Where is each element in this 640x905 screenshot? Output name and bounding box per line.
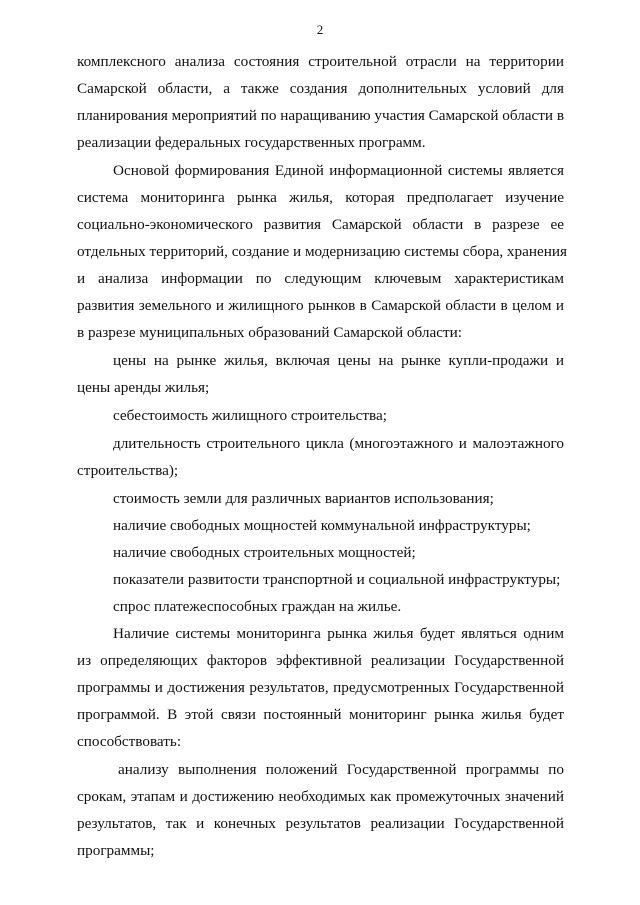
text-line: отдельных территорий, создание и модернизацию системы сбора, хранения: [77, 243, 567, 260]
text-line: планирования мероприятий по наращиванию участия Самарской области в: [77, 107, 564, 124]
text-line: из определяющих факторов эффективной реализации Государственной: [77, 652, 564, 669]
text-line: реализации федеральных государственных программ.: [77, 134, 426, 151]
text-line: и анализа информации по следующим ключевым характеристикам: [77, 270, 564, 287]
text-line: развития земельного и жилищного рынков в Самарской области в целом и: [77, 297, 564, 314]
list-item-line: наличие свободных строительных мощностей;: [113, 544, 416, 561]
list-item-line: длительность строительного цикла (многоэтажного и малоэтажного: [113, 435, 564, 452]
list-item-line: анализу выполнения положений Государственной программы по: [118, 761, 564, 778]
text-line: социально-экономического развития Самарской области в разрезе ее: [77, 216, 564, 233]
text-line: программы и достижения результатов, предусмотренных Государственной: [77, 679, 564, 696]
text-line: комплексного анализа состояния строительной отрасли на территории: [77, 53, 564, 70]
text-line: Самарской области, а также создания дополнительных условий для: [77, 80, 564, 97]
text-line: система мониторинга рынка жилья, которая предполагает изучение: [77, 189, 564, 206]
list-item-line: наличие свободных мощностей коммунальной инфраструктуры;: [113, 517, 531, 534]
page-number: 2: [316, 22, 324, 37]
text-line: в разрезе муниципальных образований Самарской области:: [77, 324, 462, 341]
list-item-line: программы;: [77, 842, 155, 859]
text-line: Наличие системы мониторинга рынка жилья будет являться одним: [113, 625, 564, 642]
text-line: Основой формирования Единой информационной системы является: [113, 162, 564, 179]
list-item-line: срокам, этапам и достижению необходимых как промежуточных значений: [77, 788, 564, 805]
list-item-line: спрос платежеспособных граждан на жилье.: [113, 598, 402, 615]
list-item-line: себестоимость жилищного строительства;: [113, 407, 387, 424]
list-item-line: цены на рынке жилья, включая цены на рынке купли-продажи и: [113, 352, 564, 369]
list-item-line: строительства);: [77, 462, 179, 479]
list-item-line: показатели развитости транспортной и социальной инфраструктуры;: [113, 571, 561, 588]
list-item-line: стоимость земли для различных вариантов использования;: [113, 490, 494, 507]
list-item-line: цены аренды жилья;: [77, 379, 210, 396]
text-line: программой. В этой связи постоянный мониторинг рынка жилья будет: [77, 706, 564, 723]
text-line: способствовать:: [77, 733, 182, 750]
list-item-line: результатов, так и конечных результатов реализации Государственной: [77, 815, 564, 832]
